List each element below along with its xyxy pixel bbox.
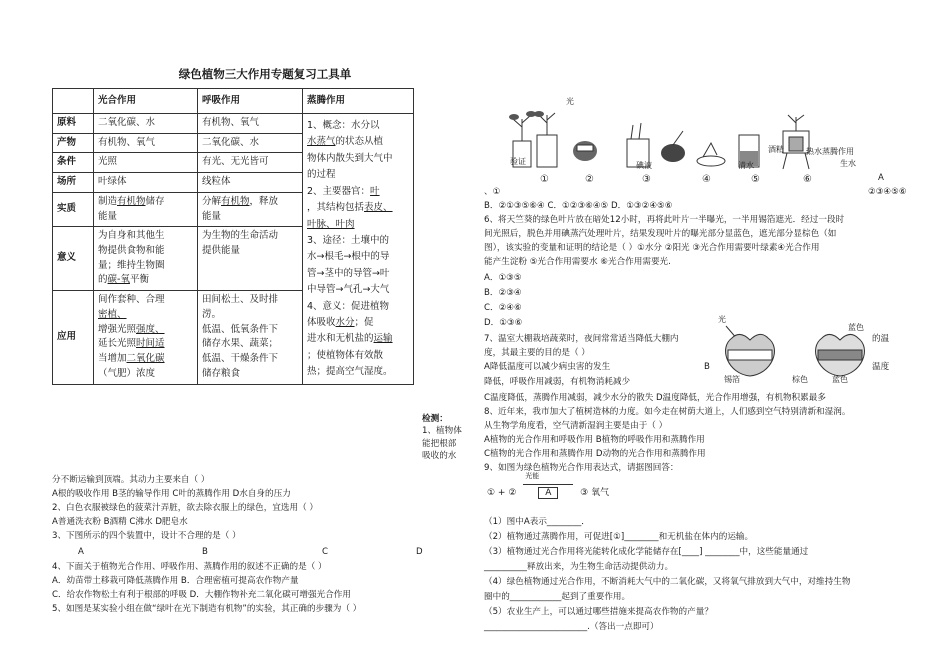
table-cell: 有光、无光皆可 [198, 153, 303, 173]
step-number: ④ [702, 174, 711, 185]
equation-box-a: A [538, 487, 558, 499]
header-photosynthesis: 光合作用 [94, 89, 198, 114]
q9-line: __________释放出来，为生物生命活动提供动力。 [484, 562, 674, 572]
table-cell: 二氧化碳、水 [198, 133, 303, 153]
step-number: ⑤ [751, 174, 760, 185]
foil-strip [728, 350, 772, 360]
q7-option: 降低，呼吸作用减弱，有机物消耗减少 [484, 377, 631, 387]
left-question-line: 2、白色衣服被绿色的菠菜汁弄脏，欲去除衣服上的绿色，宜选用（ ） [52, 503, 319, 513]
row-label: 意义 [53, 227, 94, 291]
left-question-line: A根的吸收作用 B茎的输导作用 C叶的蒸腾作用 D水自身的压力 [52, 489, 291, 499]
q9-line: 9、如图为绿色植物光合作用表达式，请据图回答： [484, 463, 679, 473]
option-label: A [78, 547, 84, 557]
table-cell: 间作套种、合理 密植、 增强光照强度、 延长光照时间适 当增加二氧化碳 （气肥）浓度 [94, 291, 198, 384]
q7-option: B [704, 362, 710, 372]
table-cell: 二氧化碳、水 [94, 114, 198, 134]
q6-line: 能产生淀粉 ⑤光合作用需要水 ⑥光合作用需要光. [484, 257, 671, 267]
figure-label: 光 [566, 97, 574, 106]
q7-line: 7、温室大棚栽培蔬菜时，夜间常常适当降低大棚内 [484, 334, 679, 344]
q9-line: （1）图中A表示________． [484, 517, 590, 527]
covered-plant-icon [534, 111, 557, 167]
step-number: ⑥ [803, 174, 812, 185]
table-cell: 有机物、氧气 [94, 133, 198, 153]
checker-note: 检测： 1、植物体 能把根部 吸收的水 [422, 414, 462, 462]
q9-line: （3）植物通过光合作用将光能转化成化学能储存在[____] ________中，这些能量通过 [484, 547, 809, 557]
left-question-line: C．给农作物松土有利于根部的呼吸 D．大棚作物补充二氧化碳可增强光合作用 [52, 590, 351, 600]
row-label: 场所 [53, 173, 94, 193]
step-number: ① [540, 174, 549, 185]
left-question-line: 分不断运输到顶端。其动力主要来自（ ） [52, 475, 210, 485]
row-label: 条件 [53, 153, 94, 173]
table-cell: 为自身和其他生 物提供食物和能 量；维持生物圈 的碳-氧平衡 [94, 227, 198, 291]
table-header-row [53, 89, 414, 114]
table-cell: 制造有机物储存 能量 [94, 192, 198, 226]
experiment-steps-figure [507, 105, 827, 175]
row-label: 产物 [53, 133, 94, 153]
brown-strip [818, 350, 862, 360]
table-cell: 线粒体 [198, 173, 303, 193]
q7-option: 温度 [872, 362, 890, 372]
left-question-line: 3、下图所示的四个装置中，设计不合理的是（ ） [52, 531, 241, 541]
table-cell: 分解有机物，释放 能量 [198, 192, 303, 226]
table-cell: 有机物、氧气 [198, 114, 303, 134]
figure-label: 清水 [738, 161, 754, 170]
figure-label: 碘液 [636, 161, 652, 170]
row-label: 应用 [53, 291, 94, 384]
review-table [52, 88, 414, 385]
q6-option: C．②④⑥ [484, 303, 522, 313]
q8-line: 从生物学角度看，空气清新湿润主要是由于（ ） [484, 421, 668, 431]
diagram-label: 光 [718, 315, 726, 324]
option-label: C [322, 547, 329, 557]
header-respiration: 呼吸作用 [198, 89, 303, 114]
q8-option: A植物的光合作用和呼吸作用 B植物的呼吸作用和蒸腾作用 [484, 435, 705, 445]
q7-option: A降低温度可以减少病虫害的发生 [484, 362, 611, 372]
diagram-label: 蓝色 [832, 375, 848, 384]
q6-option: A．①③⑤ [484, 273, 522, 283]
q7-option: C温度降低，蒸腾作用减弱，减少水分的散失 D温度降低，光合作用增强，有机物积累最多 [484, 393, 826, 403]
photosynthesis-equation: ① + ② 光能 A ③ 氧气 [487, 472, 610, 498]
step-number: ③ [642, 174, 651, 185]
left-question-line: 4、下面关于植物光合作用、呼吸作用、蒸腾作用的叙述不正确的是（ ） [52, 562, 327, 572]
q7-line: 度，其最主要的目的是（ ） [484, 348, 590, 358]
row-label: 实质 [53, 192, 94, 226]
answer-sequence: ②③④⑤⑥ [868, 187, 907, 197]
leaf-dish-icon [661, 131, 685, 162]
q9-line: （2）植物通过蒸腾作用，可促进[①]________和无机盐在体内的运输。 [484, 532, 754, 542]
q9-line: ________________________.（答出一点即可） [484, 622, 659, 632]
q8-line: 8、近年来，我市加大了植树造林的力度。如今走在树荫大道上，人们感到空气特别清新和湿润。 [484, 407, 851, 417]
figure-label: 生水 [840, 159, 856, 168]
step-number: ② [585, 174, 594, 185]
option-label: B [202, 547, 208, 557]
table-cell: 田间松土、及时排 涝。 低温、低氧条件下 储存水果、蔬菜； 低温、干燥条件下 储存粮食 [198, 291, 303, 384]
diagram-label: 锡箔 [724, 375, 740, 384]
heating-setup-icon [783, 115, 809, 169]
left-question-line: A普通洗衣粉 B酒精 C沸水 D肥皂水 [52, 517, 188, 527]
answer-sequence: 、① [484, 187, 501, 197]
page-title: 绿色植物三大作用专题复习工具单 [178, 67, 352, 81]
leaf-foil-icon [573, 141, 597, 161]
q9-line: （4）绿色植物通过光合作用，不断消耗大气中的二氧化碳，又将氧气排放到大气中，对维持生物 [484, 577, 851, 587]
row-label: 原料 [53, 114, 94, 134]
q9-line: 圈中的____________起到了重要作用。 [484, 592, 631, 602]
transpiration-cell: 1、概念：水分以 水蒸气的状态从植 物体内散失到大气中 的过程 2、主要器官：叶 ，其结构包括表皮、 叶脉、叶肉 3、途径：土壤中的 水→根毛→根中的导 管→茎中的导管→叶 中导管→气孔→大气 4、意义：促进植物 体吸收水分；促 进水和无机盐的运输 ；使植物体有效散 热；提高空气湿度。 [303, 114, 414, 385]
header-corner [53, 89, 94, 114]
q9-line: （5）农业生产上，可以通过哪些措施来提高农作物的产量？ [484, 607, 713, 617]
table-row [53, 114, 414, 134]
q6-option: D．①③⑥ [484, 318, 523, 328]
figure-label: 酒精 [768, 145, 784, 154]
option-label: D [416, 547, 423, 557]
table-cell: 为生物的生命活动 提供能量 [198, 227, 303, 291]
q6-option: B．②③④ [484, 288, 522, 298]
option-a: A [878, 173, 884, 183]
q6-line: 间光照后，脱色并用碘蒸汽处理叶片，结果发现叶片的曝光部分显蓝色，遮光部分显棕色（如 [484, 229, 837, 239]
header-transpiration: 蒸腾作用 [303, 89, 414, 114]
q6-line: 6、将天竺葵的绿色叶片放在暗处12小时，再将此叶片一半曝光，一半用锡箔遮光．经过一段时 [484, 215, 845, 225]
figure-label: 热水蒸腾作用 [806, 147, 854, 156]
left-question-line: A．幼苗带土移栽可降低蒸腾作用 B．合理密植可提高农作物产量 [52, 576, 299, 586]
diagram-label: 棕色 [792, 375, 808, 384]
q7-line: 的温 [872, 334, 890, 344]
dish-icon [697, 143, 725, 166]
figure-label: 验证 [510, 157, 526, 166]
left-question-line: 5、如图是某实验小组在做“绿叶在光下制造有机物”的实验，其正确的步骤为（ ） [52, 604, 362, 614]
table-cell: 叶绿体 [94, 173, 198, 193]
diagram-label: 蓝色 [848, 323, 864, 332]
options-line: B．②①③⑤⑥④ C．①②③⑥④⑤ D．①③②④⑤⑥ [484, 201, 673, 211]
table-cell: 光照 [94, 153, 198, 173]
q6-line: 图），该实验的变量和证明的结论是（ ）①水分 ②阳光 ③光合作用需要叶绿素④光合作用 [484, 243, 820, 253]
q8-option: C植物的光合作用和蒸腾作用 D动物的光合作用和蒸腾作用 [484, 449, 706, 459]
